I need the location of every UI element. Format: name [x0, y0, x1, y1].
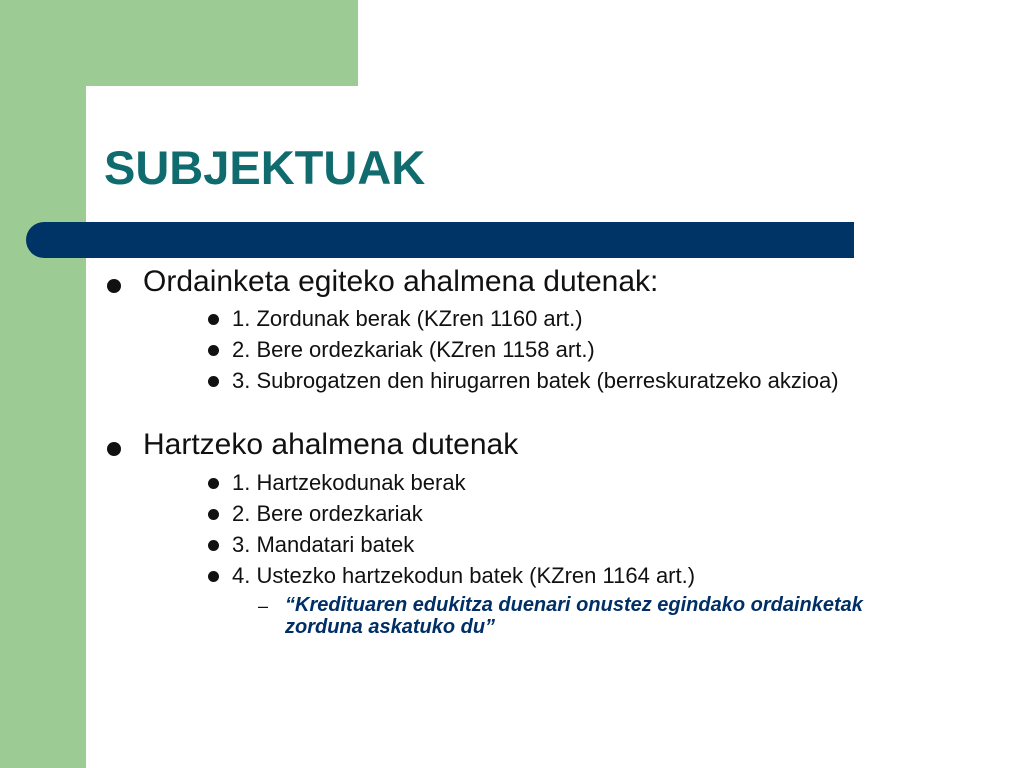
bullet-icon: [208, 509, 219, 520]
list-item: 2. Bere ordezkariak (KZren 1158 art.): [232, 337, 595, 362]
bullet-icon: [208, 314, 219, 325]
title-accent-bar: [26, 222, 854, 258]
side-green-band: [0, 0, 86, 768]
list-item: 1. Hartzekodunak berak: [232, 470, 466, 495]
section-heading: Ordainketa egiteko ahalmena dutenak:: [143, 265, 659, 298]
bullet-icon: [107, 279, 121, 293]
dash-icon: –: [258, 596, 269, 616]
bullet-icon: [107, 442, 121, 456]
bullet-icon: [208, 478, 219, 489]
slide-title: SUBJEKTUAK: [104, 141, 426, 194]
list-item: 3. Mandatari batek: [232, 532, 415, 557]
section-heading: Hartzeko ahalmena dutenak: [143, 428, 519, 461]
list-item: 2. Bere ordezkariak: [232, 501, 423, 526]
bullet-icon: [208, 345, 219, 356]
bullet-icon: [208, 571, 219, 582]
quote-line: “Kredituaren edukitza duenari onustez egindako ordainketak: [285, 594, 863, 616]
bullet-icon: [208, 540, 219, 551]
list-item: 1. Zordunak berak (KZren 1160 art.): [232, 306, 583, 331]
list-item: 4. Ustezko hartzekodun batek (KZren 1164 art.): [232, 563, 696, 588]
top-green-band: [0, 0, 358, 86]
list-item: 3. Subrogatzen den hirugarren batek (berreskuratzeko akzioa): [232, 368, 839, 393]
quote-line: zorduna askatuko du”: [285, 616, 496, 638]
bullet-icon: [208, 376, 219, 387]
